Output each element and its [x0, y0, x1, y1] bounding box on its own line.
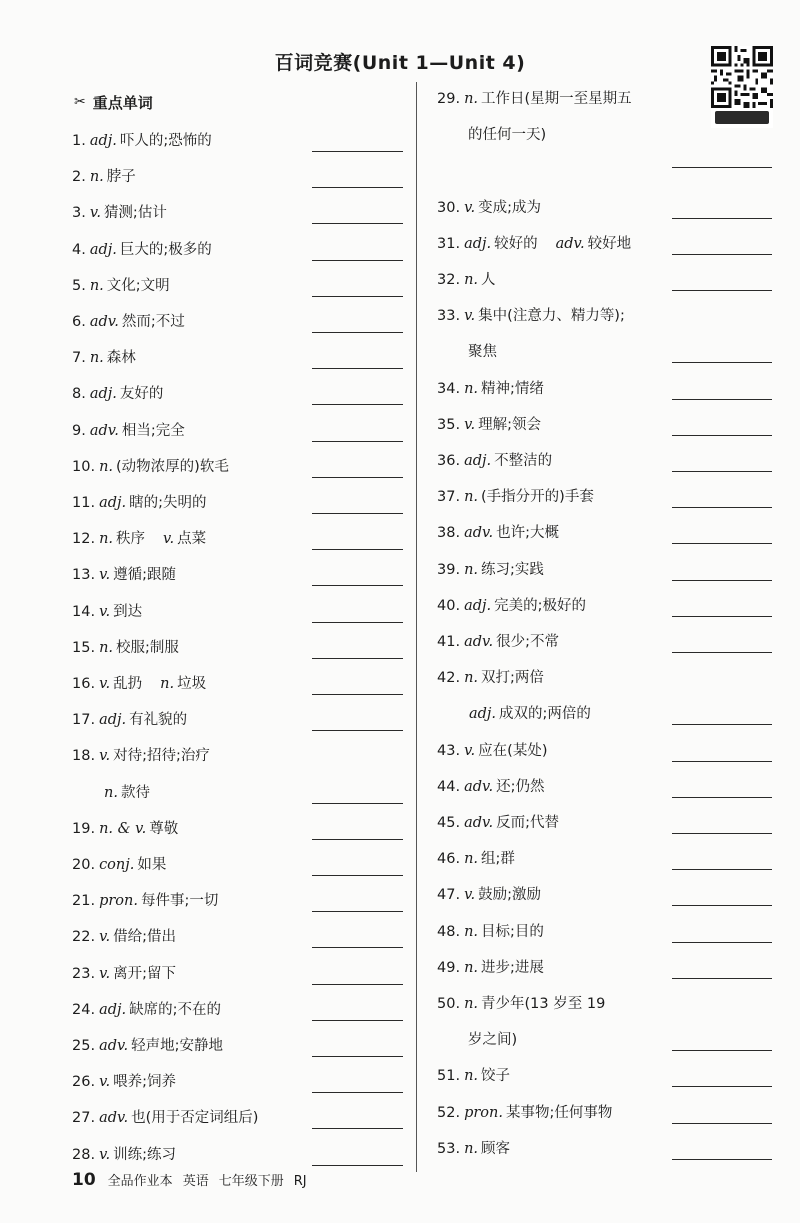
item-meaning: 相当;完全	[121, 422, 185, 439]
part-of-speech: v.	[464, 416, 476, 433]
item-meaning-continued: 的任何一天)	[468, 127, 547, 144]
item-meaning: 如果	[137, 857, 167, 873]
vocab-item	[100, 783, 150, 803]
item-meaning: 猜测;估计	[103, 205, 167, 222]
answer-blank[interactable]	[672, 290, 772, 291]
item-meaning: 进步;进展	[481, 959, 544, 976]
page-title: 百词竞赛(Unit 1—Unit 4)	[274, 52, 526, 74]
vocab-item	[437, 89, 632, 109]
item-number: 53.	[437, 1140, 461, 1157]
vocab-item	[72, 638, 179, 658]
answer-blank[interactable]	[312, 441, 403, 442]
part-of-speech: n.	[99, 531, 114, 548]
item-meaning: 借给;借出	[113, 929, 177, 946]
part-of-speech: n.	[464, 91, 479, 107]
item-number: 44.	[437, 778, 461, 795]
part-of-speech: n.	[464, 923, 479, 940]
item-number: 30.	[437, 199, 461, 216]
answer-blank[interactable]	[312, 947, 403, 948]
part-of-speech: pron.	[464, 1104, 503, 1121]
item-number: 40.	[437, 597, 461, 614]
answer-blank[interactable]	[312, 477, 403, 478]
vocab-item	[437, 632, 559, 652]
item-meaning: 秩序	[116, 531, 146, 548]
vocab-item	[72, 602, 142, 622]
part-of-speech: v.	[464, 308, 476, 325]
answer-blank[interactable]	[672, 761, 772, 762]
vocab-item	[468, 125, 546, 145]
edition-name: RJ	[293, 1174, 307, 1189]
part-of-speech: adv.	[99, 1110, 129, 1127]
item-number: 11.	[72, 495, 96, 511]
item-number: 33.	[437, 308, 461, 325]
answer-blank[interactable]	[312, 1165, 403, 1166]
item-meaning: 练习;实践	[481, 561, 544, 578]
part-of-speech: adj.	[464, 453, 492, 469]
vocab-item	[72, 565, 176, 585]
vocab-item	[437, 922, 544, 942]
vocab-item	[72, 203, 167, 223]
item-number: 14.	[72, 603, 96, 620]
answer-blank[interactable]	[672, 471, 772, 472]
part-of-speech: n.	[464, 1068, 479, 1085]
item-number: 8.	[72, 386, 86, 403]
item-meaning: (动物浓厚的)软毛	[116, 458, 229, 475]
vocab-item	[437, 379, 544, 399]
answer-blank[interactable]	[312, 1128, 403, 1129]
answer-blank[interactable]	[312, 694, 403, 695]
answer-blank[interactable]	[312, 513, 403, 514]
part-of-speech: v.	[99, 676, 111, 692]
part-of-speech: n.	[464, 1140, 479, 1157]
item-number: 39.	[437, 561, 461, 578]
item-meaning: 精神;情绪	[481, 380, 544, 397]
part-of-speech: adv.	[464, 634, 494, 650]
item-meaning: 瞎的;失明的	[129, 495, 207, 511]
item-meaning: 完美的;极好的	[494, 597, 586, 614]
item-meaning: 轻声地;安静地	[131, 1038, 223, 1054]
part-of-speech: n.	[464, 996, 479, 1012]
item-number: 24.	[72, 1001, 96, 1018]
part-of-speech: n.	[89, 169, 104, 186]
item-number: 28.	[72, 1146, 96, 1163]
answer-blank[interactable]	[312, 549, 403, 550]
part-of-speech: v.	[99, 1146, 111, 1163]
item-number: 49.	[437, 959, 461, 976]
item-number: 23.	[72, 965, 96, 982]
part-of-speech: n.	[464, 851, 479, 868]
part-of-speech: n.	[464, 489, 479, 506]
answer-blank[interactable]	[312, 187, 403, 188]
item-number: 3.	[72, 205, 86, 222]
item-meaning: 垃圾	[177, 676, 207, 692]
answer-blank[interactable]	[672, 978, 772, 979]
vocab-item	[465, 704, 591, 724]
vocab-item	[72, 855, 166, 875]
answer-blank[interactable]	[672, 543, 772, 544]
item-number: 7.	[72, 350, 86, 367]
part-of-speech: pron.	[99, 893, 138, 910]
vocab-item	[437, 306, 625, 326]
vocab-item	[437, 994, 605, 1014]
part-of-speech: adv.	[464, 778, 494, 795]
vocab-item	[468, 1030, 517, 1050]
item-meaning-continued: 岁之间)	[468, 1032, 518, 1049]
vocab-item	[437, 813, 559, 833]
vocab-item	[437, 596, 586, 616]
part-of-speech: n.	[160, 676, 175, 692]
item-number: 38.	[437, 525, 461, 542]
part-of-speech: n.	[464, 561, 479, 578]
item-number: 42.	[437, 670, 461, 687]
item-number: 25.	[72, 1038, 96, 1054]
part-of-speech: v.	[99, 748, 111, 765]
item-number: 9.	[72, 422, 86, 439]
part-of-speech: adj.	[89, 133, 117, 149]
item-number: 41.	[437, 634, 461, 650]
item-meaning: 较好地	[587, 235, 632, 252]
item-meaning: 离开;留下	[113, 965, 177, 982]
answer-blank[interactable]	[312, 332, 403, 333]
section-heading-label: 重点单词	[92, 93, 153, 112]
vocab-item	[437, 451, 552, 471]
vocab-item	[437, 487, 594, 507]
part-of-speech: adv.	[555, 235, 585, 252]
answer-blank[interactable]	[672, 942, 772, 943]
item-meaning: 然而;不过	[121, 314, 185, 330]
answer-blank[interactable]	[672, 724, 772, 725]
answer-blank[interactable]	[672, 833, 772, 834]
part-of-speech: v.	[464, 887, 476, 904]
column-divider	[416, 82, 417, 1172]
part-of-speech: v.	[99, 567, 111, 584]
item-number: 13.	[72, 567, 96, 584]
page-footer	[72, 1170, 317, 1196]
item-number: 27.	[72, 1110, 96, 1127]
answer-blank[interactable]	[312, 1092, 403, 1093]
item-meaning: 应在(某处)	[478, 742, 548, 759]
item-meaning: 脖子	[106, 169, 136, 186]
item-meaning: 很少;不常	[496, 634, 559, 650]
answer-blank[interactable]	[312, 260, 403, 261]
vocab-item	[437, 741, 547, 761]
item-number: 29.	[437, 91, 461, 107]
vocab-item	[72, 131, 212, 151]
item-number: 17.	[72, 712, 96, 729]
item-meaning: 遵循;跟随	[113, 567, 177, 584]
answer-blank[interactable]	[312, 730, 403, 731]
part-of-speech: adv.	[89, 422, 119, 439]
item-meaning: 也许;大概	[496, 525, 559, 542]
part-of-speech: adj.	[89, 386, 117, 403]
vocab-item	[72, 457, 229, 477]
item-meaning: 不整洁的	[494, 453, 553, 469]
vocab-item	[72, 674, 206, 694]
part-of-speech: n.	[464, 959, 479, 976]
qr-code	[711, 46, 773, 128]
answer-blank[interactable]	[312, 585, 403, 586]
answer-blank[interactable]	[672, 362, 772, 363]
item-number: 47.	[437, 887, 461, 904]
item-number: 18.	[72, 748, 96, 765]
answer-blank[interactable]	[312, 622, 403, 623]
vocab-item	[72, 276, 170, 296]
item-number: 15.	[72, 639, 96, 656]
vocab-item	[72, 819, 178, 839]
part-of-speech: n.	[89, 277, 104, 294]
part-of-speech: n.	[464, 380, 479, 397]
answer-blank[interactable]	[672, 218, 772, 219]
vocab-item	[72, 1108, 258, 1128]
item-meaning: 鼓励;激励	[478, 887, 542, 904]
item-meaning: 集中(注意力、精力等);	[478, 308, 625, 325]
item-meaning: 款待	[120, 784, 150, 801]
item-number: 20.	[72, 857, 96, 873]
item-meaning: 饺子	[481, 1068, 511, 1085]
vocab-item	[72, 493, 207, 513]
vocab-item	[72, 927, 176, 947]
scissors-icon: ✂	[74, 94, 86, 110]
item-meaning: 训练;练习	[113, 1146, 177, 1163]
item-number: 16.	[72, 676, 96, 692]
part-of-speech: v.	[99, 603, 111, 620]
item-number: 31.	[437, 235, 461, 252]
vocab-item	[72, 421, 185, 441]
item-meaning: 每件事;一切	[140, 893, 219, 910]
vocab-item	[72, 1036, 223, 1056]
answer-blank[interactable]	[672, 652, 772, 653]
book-name: 全品作业本	[107, 1174, 173, 1189]
answer-blank[interactable]	[672, 507, 772, 508]
item-number: 46.	[437, 851, 461, 868]
part-of-speech: v.	[163, 531, 175, 548]
answer-blank[interactable]	[312, 875, 403, 876]
answer-blank[interactable]	[312, 1056, 403, 1057]
item-number: 37.	[437, 489, 461, 506]
item-number: 26.	[72, 1074, 96, 1091]
item-number: 5.	[72, 277, 86, 294]
vocab-item	[72, 1000, 221, 1020]
item-meaning: 乱扔	[113, 676, 143, 692]
answer-blank[interactable]	[672, 1123, 772, 1124]
item-number: 52.	[437, 1104, 461, 1121]
answer-blank[interactable]	[312, 296, 403, 297]
vocab-item	[72, 167, 136, 187]
part-of-speech: v.	[464, 199, 476, 216]
section-heading	[74, 90, 153, 114]
part-of-speech: n.	[104, 784, 118, 801]
item-number: 2.	[72, 169, 86, 186]
vocab-item	[437, 958, 544, 978]
item-meaning-continued: 聚焦	[468, 344, 497, 361]
part-of-speech: n.	[99, 458, 114, 475]
vocab-item	[72, 710, 187, 730]
part-of-speech: adj.	[99, 712, 127, 729]
vocab-item	[437, 1139, 510, 1159]
part-of-speech: adv.	[89, 314, 119, 330]
answer-blank[interactable]	[312, 368, 403, 369]
part-of-speech: adj.	[99, 495, 127, 511]
item-meaning: 巨大的;极多的	[119, 241, 212, 258]
item-number: 22.	[72, 929, 96, 946]
vocab-item	[72, 1072, 176, 1092]
item-meaning: 还;仍然	[496, 778, 545, 795]
vocab-item	[72, 964, 176, 984]
answer-blank[interactable]	[312, 658, 403, 659]
part-of-speech: adv.	[99, 1038, 129, 1054]
part-of-speech: adv.	[464, 525, 494, 542]
item-number: 32.	[437, 272, 461, 288]
part-of-speech: v.	[99, 965, 111, 982]
item-number: 43.	[437, 742, 461, 759]
answer-blank[interactable]	[312, 984, 403, 985]
answer-blank[interactable]	[672, 1159, 772, 1160]
answer-blank[interactable]	[672, 869, 772, 870]
answer-blank[interactable]	[312, 223, 403, 224]
vocab-item	[437, 523, 559, 543]
item-meaning: 缺席的;不在的	[129, 1001, 221, 1018]
item-meaning: 顾客	[481, 1140, 511, 1157]
item-meaning: 森林	[106, 350, 136, 367]
item-number: 4.	[72, 241, 86, 258]
part-of-speech: conj.	[99, 857, 135, 873]
part-of-speech: n.	[464, 272, 479, 288]
part-of-speech: adj.	[464, 597, 492, 614]
part-of-speech: v.	[99, 929, 111, 946]
qr-code-icon	[711, 46, 773, 108]
answer-blank[interactable]	[672, 1050, 772, 1051]
part-of-speech: n.	[99, 639, 114, 656]
item-number: 48.	[437, 923, 461, 940]
vocab-item	[437, 849, 515, 869]
answer-blank[interactable]	[672, 797, 772, 798]
item-meaning: 吓人的;恐怖的	[119, 133, 212, 149]
part-of-speech: adj.	[464, 235, 492, 252]
vocab-item	[72, 891, 218, 911]
item-meaning: 某事物;任何事物	[505, 1104, 613, 1121]
answer-blank[interactable]	[312, 404, 403, 405]
part-of-speech: n. & v.	[99, 820, 147, 837]
item-number: 12.	[72, 531, 96, 548]
answer-blank[interactable]	[672, 254, 772, 255]
vocab-item	[72, 348, 136, 368]
item-number: 19.	[72, 820, 96, 837]
subject-name: 英语	[182, 1174, 209, 1189]
item-meaning: 友好的	[119, 386, 164, 403]
page-number: 10	[72, 1170, 96, 1190]
part-of-speech: n.	[89, 350, 104, 367]
vocab-item	[468, 342, 497, 362]
vocab-item	[437, 1103, 612, 1123]
part-of-speech: adj.	[99, 1001, 127, 1018]
answer-blank[interactable]	[672, 399, 772, 400]
item-meaning: 人	[481, 272, 496, 288]
vocab-item	[437, 234, 631, 254]
answer-blank[interactable]	[672, 580, 772, 581]
answer-blank[interactable]	[312, 911, 403, 912]
item-meaning: 校服;制服	[116, 639, 179, 656]
item-meaning: 成双的;两倍的	[499, 706, 591, 723]
answer-blank[interactable]	[672, 616, 772, 617]
part-of-speech: v.	[99, 1074, 111, 1091]
item-meaning: 文化;文明	[106, 277, 170, 294]
vocab-item	[437, 270, 496, 290]
vocab-item	[437, 777, 544, 797]
item-meaning: 双打;两倍	[481, 670, 544, 687]
answer-blank[interactable]	[312, 803, 403, 804]
part-of-speech: adj.	[469, 706, 497, 723]
item-meaning: 青少年(13 岁至 19	[481, 996, 606, 1012]
answer-blank[interactable]	[672, 905, 772, 906]
item-number: 45.	[437, 815, 461, 831]
item-meaning: 对待;招待;治疗	[113, 748, 210, 765]
vocab-item	[437, 560, 544, 580]
item-meaning: 目标;目的	[481, 923, 544, 940]
item-meaning: 也(用于否定词组后)	[131, 1110, 259, 1127]
part-of-speech: adv.	[464, 815, 494, 831]
item-meaning: 到达	[113, 603, 143, 620]
item-number: 34.	[437, 380, 461, 397]
vocab-item	[437, 1066, 510, 1086]
item-meaning: 有礼貌的	[129, 712, 188, 729]
item-meaning: 较好的	[494, 235, 538, 252]
answer-blank[interactable]	[672, 435, 772, 436]
answer-blank[interactable]	[672, 167, 772, 168]
vocab-item	[437, 198, 541, 218]
part-of-speech: v.	[89, 205, 101, 222]
part-of-speech: v.	[464, 742, 476, 759]
item-meaning: 组;群	[481, 851, 515, 868]
vocab-item	[72, 746, 210, 766]
answer-blank[interactable]	[672, 1086, 772, 1087]
item-meaning: (手指分开的)手套	[481, 489, 594, 506]
item-meaning: 点菜	[177, 531, 207, 548]
grade-name: 七年级下册	[218, 1174, 284, 1189]
item-number: 21.	[72, 893, 96, 910]
vocab-item	[72, 529, 206, 549]
vocab-item	[437, 415, 541, 435]
answer-blank[interactable]	[312, 151, 403, 152]
item-number: 35.	[437, 416, 461, 433]
item-meaning: 喂养;饲养	[113, 1074, 177, 1091]
vocab-item	[437, 668, 544, 688]
item-number: 51.	[437, 1068, 461, 1085]
vocab-item	[72, 384, 163, 404]
part-of-speech: adj.	[89, 241, 117, 258]
item-meaning: 变成;成为	[478, 199, 542, 216]
item-meaning: 反而;代替	[496, 815, 559, 831]
vocab-item	[437, 885, 541, 905]
vocab-item	[72, 312, 185, 332]
answer-blank[interactable]	[312, 839, 403, 840]
item-meaning: 尊敬	[149, 820, 179, 837]
item-number: 50.	[437, 996, 461, 1012]
item-number: 1.	[72, 133, 86, 149]
item-meaning: 工作日(星期一至星期五	[481, 91, 632, 107]
vocab-item	[72, 240, 212, 260]
vocab-item	[72, 1145, 176, 1165]
item-number: 36.	[437, 453, 461, 469]
item-number: 6.	[72, 314, 86, 330]
part-of-speech: n.	[464, 670, 479, 687]
item-meaning: 理解;领会	[478, 416, 542, 433]
item-number: 10.	[72, 458, 96, 475]
answer-blank[interactable]	[312, 1020, 403, 1021]
qr-caption-bar	[715, 111, 769, 124]
